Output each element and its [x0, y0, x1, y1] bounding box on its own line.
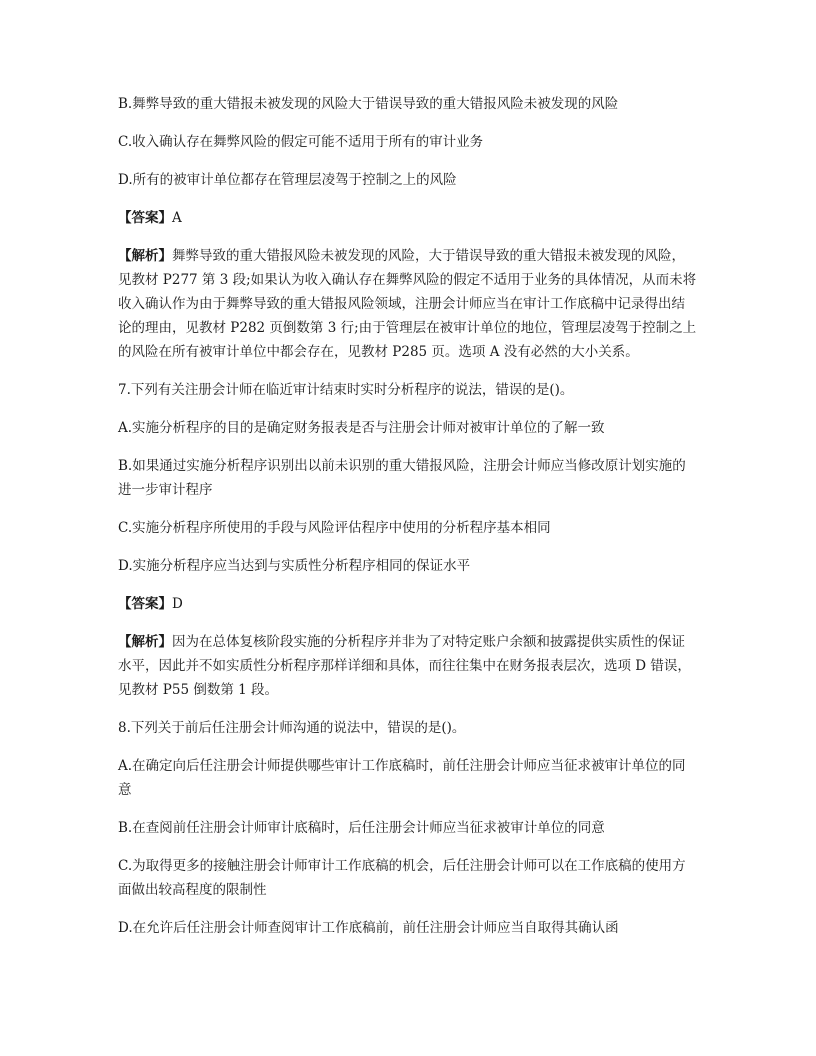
- q7-answer: [118, 592, 698, 616]
- answer-label: 【答案】: [118, 210, 172, 226]
- q8-option-d: D.在允许后任注册会计师查阅审计工作底稿前，前任注册会计师应当自取得其确认函: [118, 920, 619, 936]
- q6-analysis: [118, 244, 698, 364]
- answer-value: A: [172, 210, 182, 226]
- q7-option-a: A.实施分析程序的目的是确定财务报表是否与注册会计师对被审计单位的了解一致: [118, 420, 605, 436]
- q8-option-b: B.在查阅前任注册会计师审计底稿时，后任注册会计师应当征求被审计单位的同意: [118, 820, 605, 836]
- analysis-label: 【解析】: [118, 248, 172, 264]
- q7-option-b: B.如果通过实施分析程序识别出以前未识别的重大错报风险，注册会计师应当修改原计划实施的进一步审计程序: [118, 458, 686, 498]
- q8-option-c: C.为取得更多的接触注册会计师审计工作底稿的机会，后任注册会计师可以在工作底稿的使用方面做出较高程度的限制性: [118, 858, 686, 898]
- q7-question: 7.下列有关注册会计师在临近审计结束时实时分析程序的说法，错误的是()。: [118, 382, 574, 398]
- analysis-label: 【解析】: [118, 634, 172, 650]
- q7-analysis: [118, 630, 698, 702]
- document-page: [118, 92, 698, 940]
- analysis-text: 舞弊导致的重大错报风险未被发现的风险，大于错误导致的重大错报未被发现的风险，见教材 P277 第 3 段;如果认为收入确认存在舞弊风险的假定不适用于业务的具体情况，从而未将收入确认作为由于舞弊导致的重大错报风险领域，注册会计师应当在审计工作底稿中记录得出结论的理由，见教材 P282 页倒数第 3 行;由于管理层在被审计单位的地位，管理层凌驾于控制之上的风险在所有被审计单位中都会存在，见教材 P285 页。选项 A 没有必然的大小关系。: [118, 248, 697, 360]
- analysis-text: 因为在总体复核阶段实施的分析程序并非为了对特定账户余额和披露提供实质性的保证水平，因此并不如实质性分析程序那样详细和具体，而往往集中在财务报表层次，选项 D 错误，见教材 P55 倒数第 1 段。: [118, 634, 691, 698]
- q6-option-b: B.舞弊导致的重大错报未被发现的风险大于错误导致的重大错报风险未被发现的风险: [118, 96, 619, 112]
- q6-answer: [118, 206, 698, 230]
- q7-option-c: C.实施分析程序所使用的手段与风险评估程序中使用的分析程序基本相同: [118, 520, 551, 536]
- q8-option-a: A.在确定向后任注册会计师提供哪些审计工作底稿时，前任注册会计师应当征求被审计单位的同意: [118, 758, 686, 798]
- q7-option-d: D.实施分析程序应当达到与实质性分析程序相同的保证水平: [118, 558, 471, 574]
- answer-value: D: [172, 596, 183, 612]
- q8-question: 8.下列关于前后任注册会计师沟通的说法中，错误的是()。: [118, 720, 466, 736]
- answer-label: 【答案】: [118, 596, 172, 612]
- q6-option-d: D.所有的被审计单位都存在管理层凌驾于控制之上的风险: [118, 172, 457, 188]
- q6-option-c: C.收入确认存在舞弊风险的假定可能不适用于所有的审计业务: [118, 134, 484, 150]
